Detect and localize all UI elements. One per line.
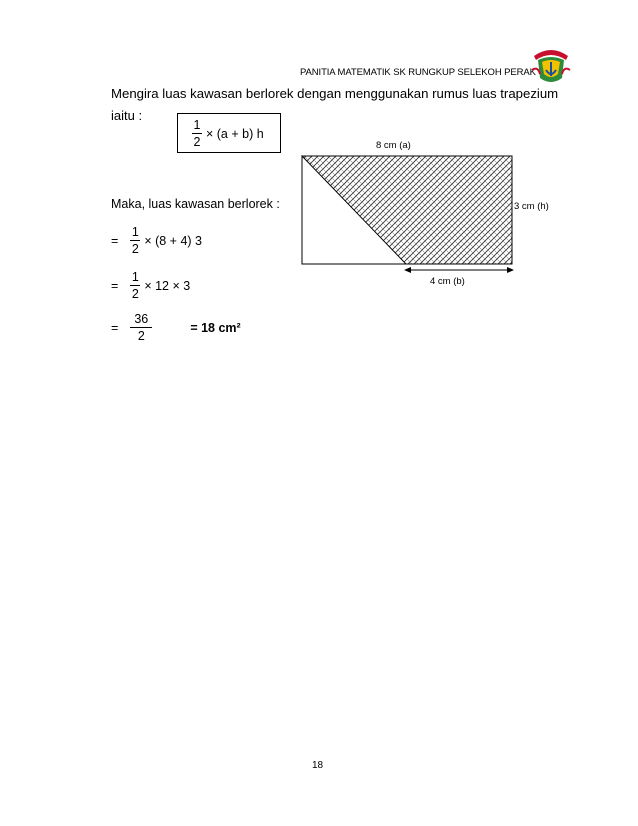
equals-sign: = bbox=[111, 278, 119, 293]
trapezium-diagram bbox=[290, 136, 560, 286]
step2-numerator: 1 bbox=[131, 270, 139, 284]
top-label: 8 cm (a) bbox=[376, 140, 411, 151]
arrow-head-right bbox=[507, 267, 514, 273]
solution-intro: Maka, luas kawasan berlorek : bbox=[111, 197, 280, 211]
step2-denominator: 2 bbox=[131, 287, 139, 301]
step3-denominator: 2 bbox=[137, 329, 145, 343]
step2-fraction bbox=[130, 270, 140, 301]
step1-numerator: 1 bbox=[131, 225, 139, 239]
equals-sign: = bbox=[111, 320, 119, 335]
formula-denominator: 2 bbox=[193, 135, 201, 149]
formula-numerator: 1 bbox=[193, 118, 201, 132]
right-label: 3 cm (h) bbox=[514, 201, 549, 212]
formula-fraction bbox=[192, 118, 202, 149]
page-number: 18 bbox=[312, 760, 324, 771]
intro-line-2: iaitu : bbox=[111, 108, 143, 123]
step1-denominator: 2 bbox=[131, 242, 139, 256]
final-answer: = 18 cm² bbox=[190, 320, 241, 335]
solution-step-2 bbox=[111, 270, 190, 301]
arrow-head-left bbox=[404, 267, 411, 273]
step3-numerator: 36 bbox=[134, 312, 149, 326]
school-logo-icon bbox=[530, 44, 572, 88]
bottom-label: 4 cm (b) bbox=[430, 276, 465, 286]
step1-fraction bbox=[130, 225, 140, 256]
step1-expression: × (8 + 4) 3 bbox=[144, 233, 202, 248]
formula-box bbox=[177, 113, 281, 153]
intro-line-1: Mengira luas kawasan berlorek dengan menggunakan rumus luas trapezium bbox=[111, 86, 559, 101]
step2-expression: × 12 × 3 bbox=[144, 278, 191, 293]
solution-step-1 bbox=[111, 225, 202, 256]
solution-step-3 bbox=[111, 312, 241, 343]
step3-fraction bbox=[130, 312, 152, 343]
page-header: PANITIA MATEMATIK SK RUNGKUP SELEKOH PERAK bbox=[300, 67, 536, 78]
formula-expression: × (a + b) h bbox=[206, 126, 264, 141]
equals-sign: = bbox=[111, 233, 119, 248]
